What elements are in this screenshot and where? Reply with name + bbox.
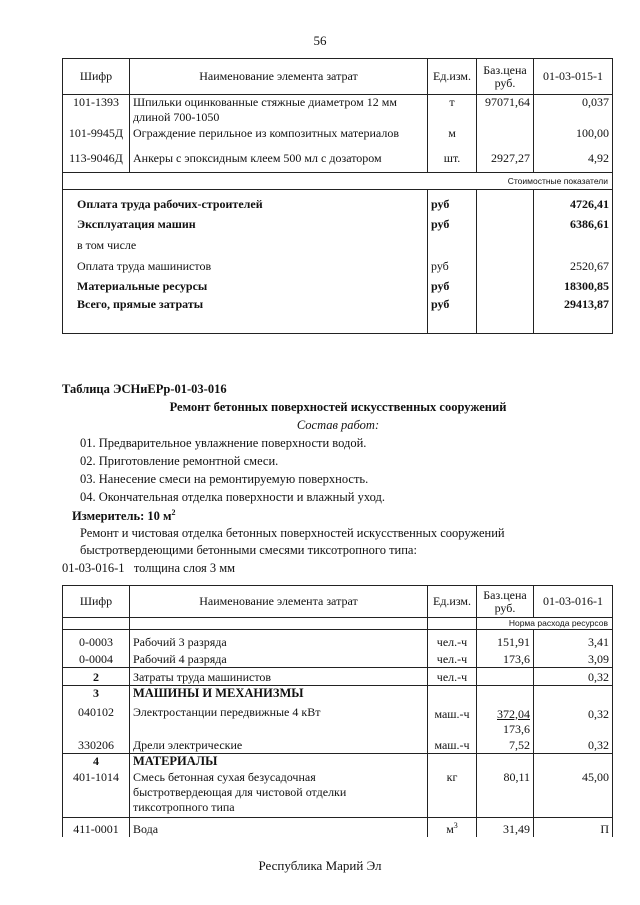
- description: Ремонт и чистовая отделка бетонных поверхностей искусственных сооружений: [80, 526, 505, 540]
- header-norm: 01-03-015-1: [534, 59, 613, 95]
- cost-row: Оплата труда машинистов руб 2520,67: [63, 253, 613, 274]
- work-step: 04. Окончательная отделка поверхности и влажный уход.: [80, 490, 385, 504]
- cost-row: Всего, прямые затраты руб 29413,87: [63, 294, 613, 334]
- header-price: Баз.цена руб.: [477, 59, 534, 95]
- work-heading: Состав работ:: [296, 418, 380, 432]
- table-row: 0-0003 Рабочий 3 разряда чел.-ч 151,91 3,41: [63, 630, 613, 650]
- table-row: 411-0001 Вода $м^3$ 31,49 П: [63, 818, 613, 838]
- table-id: Таблица ЭСНиЕРр-01-03-016: [62, 382, 227, 396]
- header-unit: Ед.изм.: [428, 586, 477, 618]
- header-norm: 01-03-016-1: [534, 586, 613, 618]
- footer-region: Республика Марий Эл: [258, 858, 382, 873]
- cost-row: Эксплуатация машин руб 6386,61: [63, 212, 613, 232]
- cost-indicators-header: Стоимостные показатели: [63, 173, 613, 190]
- work-step: 03. Нанесение смеси на ремонтируемую поверхность.: [80, 472, 369, 486]
- header-unit: Ед.изм.: [428, 59, 477, 95]
- cost-row: в том числе: [63, 232, 613, 253]
- work-step: 01. Предварительное увлажнение поверхности водой.: [80, 436, 367, 450]
- section-row: 4 МАТЕРИАЛЫ: [63, 754, 613, 770]
- table-row: 113-9046Д Анкеры с эпоксидным клеем 500 мл с дозатором шт. 2927,27 4,92: [63, 151, 613, 173]
- description: быстротвердеющими бетонными смесями тиксотропного типа:: [80, 543, 417, 557]
- page-number: 56: [313, 33, 327, 48]
- table-row: 330206 Дрели электрические маш.-ч 7,52 0,32: [63, 737, 613, 754]
- header-name: Наименование элемента затрат: [130, 586, 428, 618]
- table-row: 040102 Электростанции передвижные 4 кВт маш.-ч 372,04 173,6 0,32: [63, 702, 613, 737]
- header-name: Наименование элемента затрат: [130, 59, 428, 95]
- resources-table-2: [62, 585, 613, 837]
- header-code: Шифр: [63, 59, 130, 95]
- norm-header: Норма расхода ресурсов: [477, 618, 613, 630]
- section-row: 3 МАШИНЫ И МЕХАНИЗМЫ: [63, 686, 613, 702]
- table-row: 2 Затраты труда машинистов чел.-ч 0,32: [63, 668, 613, 686]
- section-title: Ремонт бетонных поверхностей искусственных сооружений: [169, 400, 507, 414]
- measure-unit: Измеритель: 10 $м^2$: [72, 508, 176, 524]
- cost-row: Оплата труда рабочих-строителей руб 4726,41: [63, 190, 613, 212]
- table-row: 101-1393 Шпильки оцинкованные стяжные диаметром 12 мм длиной 700-1050 т 97071,64 0,037: [63, 95, 613, 126]
- header-price: Баз.цена руб.: [477, 586, 534, 618]
- cost-row: Материальные ресурсы руб 18300,85: [63, 274, 613, 294]
- work-step: 02. Приготовление ремонтной смеси.: [80, 454, 279, 468]
- table-row: 401-1014 Смесь бетонная сухая безусадочная быстротвердеющая для чистовой отделки тиксотропного типа кг 80,11 45,00: [63, 770, 613, 818]
- table-row: 0-0004 Рабочий 4 разряда чел.-ч 173,6 3,09: [63, 650, 613, 668]
- header-code: Шифр: [63, 586, 130, 618]
- table-row: 101-9945Д Ограждение перильное из композитных материалов м 100,00: [63, 126, 613, 151]
- resources-table-1: [62, 58, 613, 334]
- item-code: 01-03-016-1 толщина слоя 3 мм: [62, 561, 236, 575]
